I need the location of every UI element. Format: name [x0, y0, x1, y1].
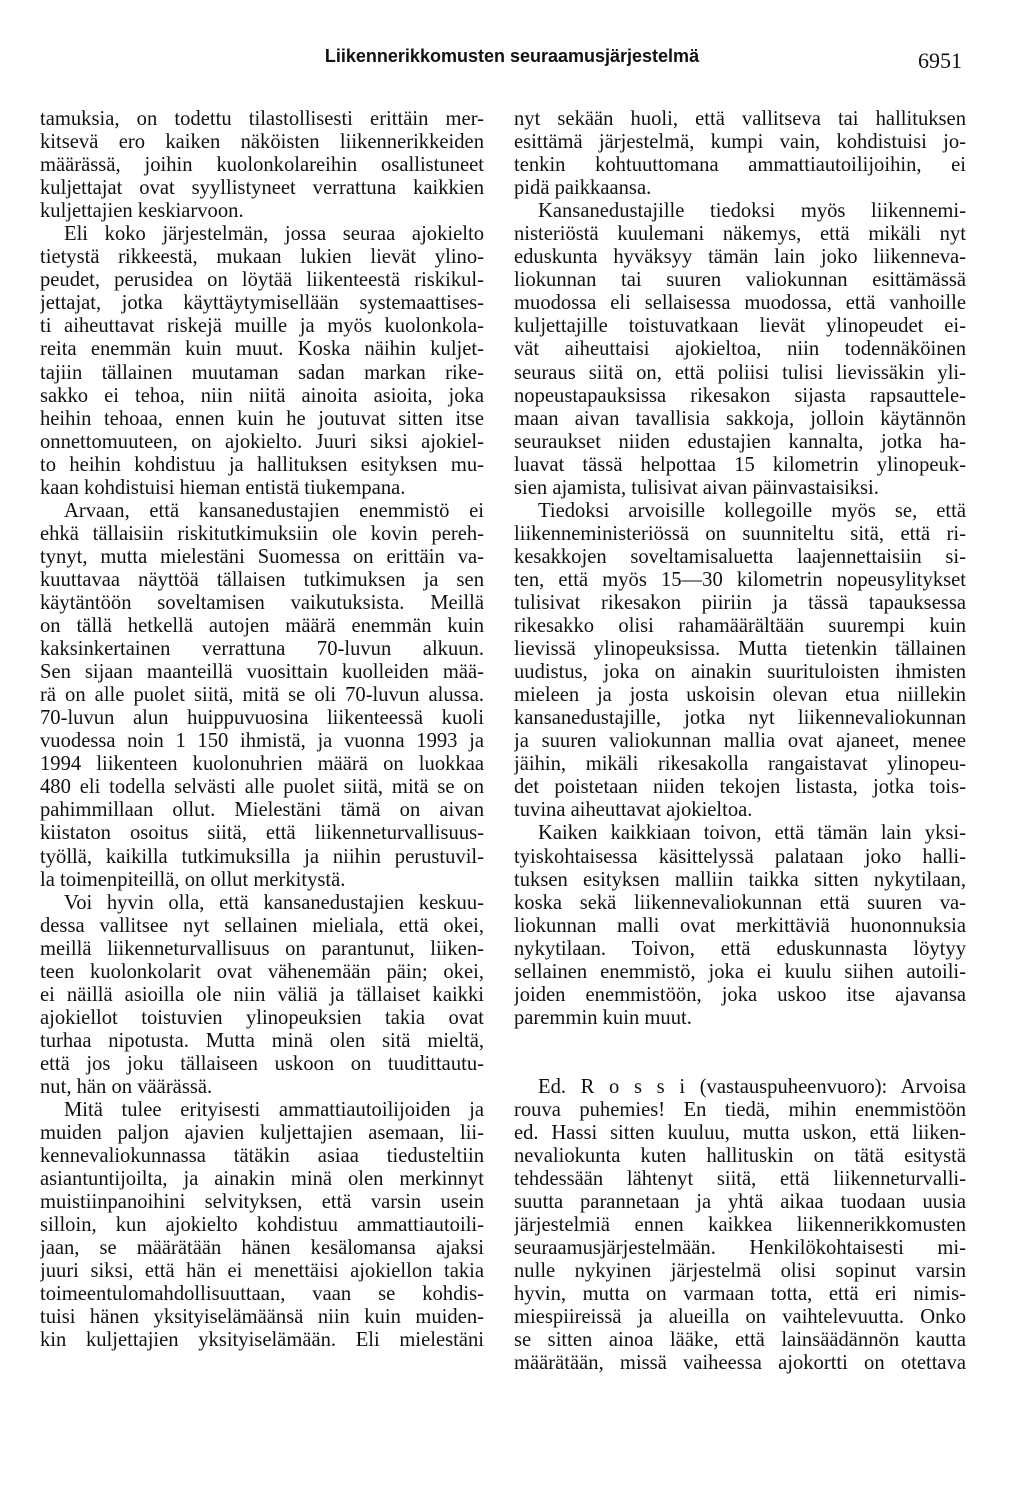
text-line: tajiin tällainen muutaman sadan markan rike- — [40, 361, 484, 384]
text-line: seuraukset niiden edustajien kannalta, jotka ha- — [514, 430, 966, 453]
text-line: ed. Hassi sitten kuuluu, mutta uskon, että liiken- — [514, 1121, 966, 1144]
text-line: asiantuntijoilta, ja ainakin minä olen merkinnyt — [40, 1168, 484, 1191]
text-line: liokunnan tai suuren valiokunnan esittämässä — [514, 269, 966, 292]
text-line: to heihin kohdistuu ja hallituksen esityksen mu- — [40, 453, 484, 476]
text-line: det poistetaan niiden tekojen listasta, jotka tois- — [514, 776, 966, 799]
text-line: tuksen esityksen malliin taikka sitten nykytilaan, — [514, 868, 966, 891]
text-line: kennevaliokunnassa tätäkin asiaa tiedusteltiin — [40, 1145, 484, 1168]
text-line: rouva puhemies! En tiedä, mihin enemmistöön — [514, 1098, 966, 1121]
text-line: Arvaan, että kansanedustajien enemmistö ei — [64, 499, 484, 522]
text-line: rikesakko olisi rahamäärältään suurempi kuin — [514, 615, 966, 638]
text-line: silloin, kun ajokielto kohdistuu ammattiautoili- — [40, 1214, 484, 1237]
text-line: järjestelmiä ennen kaikkea liikennerikkomusten — [514, 1214, 966, 1237]
text-line: liokunnan malli ovat merkittäviä huononnuksia — [514, 914, 966, 937]
text-line: muistiinpanoihini selvityksen, että varsin usein — [40, 1191, 484, 1214]
text-line: maan aivan tavallisia sakkoja, jolloin käytännön — [514, 407, 966, 430]
text-line: tuvina aiheuttavat ajokieltoa. — [514, 799, 753, 822]
text-line: tulisivat rikesakon piiriin ja tässä tapauksessa — [514, 591, 966, 614]
paragraph-gap — [514, 1030, 966, 1076]
text-line: eduskunta hyväksyy tämän lain joko liikenneva- — [514, 246, 966, 269]
text-line: vuodessa noin 1 150 ihmistä, ja vuonna 1993 ja — [40, 730, 484, 753]
text-line: ja suuren valiokunnan mallia ovat ajaneet, menee — [514, 730, 966, 753]
text-line: tietystä rikkeestä, mukaan lukien lievät ylino- — [40, 246, 484, 269]
text-line: Kaiken kaikkiaan toivon, että tämän lain yksi- — [538, 822, 966, 845]
text-line: la toimenpiteillä, on ollut merkitystä. — [40, 868, 346, 891]
text-line: miespiireissä ja alueilla on vaihtelevuutta. Onko — [514, 1306, 966, 1329]
text-line: toimeentulomahdollisuuttaan, vaan se kohdis- — [40, 1283, 484, 1306]
text-line: Kansanedustajille tiedoksi myös liikennemi- — [538, 200, 966, 223]
text-line: ei näillä asioilla ole niin väliä ja tällaiset kaikki — [40, 983, 484, 1006]
text-line: on tällä hetkellä autojen määrä enemmän kuin — [40, 615, 484, 638]
text-line: kuljettajille toistuvatkaan lievät ylinopeudet ei- — [514, 315, 966, 338]
text-line: kaksinkertainen verrattuna 70-luvun alkuun. — [40, 638, 484, 661]
text-line: Sen sijaan maanteillä vuosittain kuolleiden mää- — [40, 661, 484, 684]
page-number: 6951 — [918, 48, 962, 73]
text-line: jaan, se määrätään hänen kesälomansa ajaksi — [40, 1237, 484, 1260]
text-line: Ed. R o s s i (vastauspuheenvuoro): Arvoisa — [538, 1075, 966, 1098]
text-line: nyt sekään huoli, että vallitseva tai hallituksen — [514, 108, 966, 130]
text-line: kuljettajat ovat syyllistyneet verrattuna kaikkien — [40, 177, 484, 200]
text-line: Eli koko järjestelmän, jossa seuraa ajokielto — [64, 223, 484, 246]
text-line: ehkä tällaisiin riskitutkimuksiin ole kovin pereh- — [40, 522, 484, 545]
text-line: onnettomuuteen, on ajokielto. Juuri siksi ajokiel- — [40, 430, 484, 453]
text-line: sien ajamista, tulisivat aivan päinvastaisiksi. — [514, 476, 879, 499]
text-line: nut, hän on väärässä. — [40, 1075, 213, 1098]
text-line: tenkin kohtuuttomana ammattiautoilijoihin, ei — [514, 154, 966, 177]
text-line: jettajat, jotka käyttäytymisellään systemaattises- — [40, 292, 484, 315]
text-line: kaan kohdistuisi hieman entistä tiukempana. — [40, 476, 406, 499]
text-line: tyiskohtaisessa käsittelyssä palataan joko halli- — [514, 845, 966, 868]
text-line: kitsevä ero kaiken näköisten liikennerikkeiden — [40, 131, 484, 154]
text-line: rä on alle puolet siitä, mitä se oli 70-luvun alussa. — [40, 684, 484, 707]
text-line: dessa vallitsee nyt sellainen mieliala, että okei, — [40, 914, 484, 937]
text-line: kesakkojen soveltamisaluetta laajennettaisiin si- — [514, 545, 966, 568]
text-line: sellainen enemmistö, joka ei kuulu siihen autoili- — [514, 960, 966, 983]
page-header-title: Liikennerikkomusten seuraamusjärjestelmä — [324, 46, 700, 66]
text-line: esittämä järjestelmä, kumpi vain, kohdistuisi jo- — [514, 131, 966, 154]
text-line: nopeustapauksissa rikesakon sijasta rapsauttele- — [514, 384, 966, 407]
text-line: työllä, kaikilla tutkimuksilla ja niihin perustuvil- — [40, 845, 484, 868]
text-line: Voi hyvin olla, että kansanedustajien keskuu- — [64, 891, 484, 914]
text-line: kuljettajien keskiarvoon. — [40, 200, 244, 223]
text-line: nisteriöstä kuulemani näkemys, että mikäli nyt — [514, 223, 966, 246]
text-line: mieleen ja josta uskoisin olevan etua niillekin — [514, 684, 966, 707]
text-line: meillä liikenneturvallisuus on parantunut, liiken- — [40, 937, 484, 960]
text-line: joiden enemmistöön, joka uskoo itse ajavansa — [514, 983, 966, 1006]
text-line: ten, että myös 15—30 kilometrin nopeusylitykset — [514, 568, 966, 591]
text-line: jäihin, mikäli rikesakolla rangaistavat ylinopeu- — [514, 753, 966, 776]
text-line: 1994 liikenteen kuolonuhrien määrä on luokkaa — [40, 753, 484, 776]
text-line: tehdessään lähtenyt siitä, että liikenneturvalli- — [514, 1168, 966, 1191]
text-line: pahimmillaan ollut. Mielestäni tämä on aivan — [40, 799, 484, 822]
text-line: kansanedustajille, jotka nyt liikennevaliokunnan — [514, 707, 966, 730]
left-text-column — [40, 108, 484, 1353]
text-line: tamuksia, on todettu tilastollisesti erittäin mer- — [40, 108, 484, 130]
text-line: lievissä ylinopeuksissa. Mutta tietenkin tällainen — [514, 638, 966, 661]
text-line: kuuttavaa näyttöä tällaisen tutkimuksen ja sen — [40, 568, 484, 591]
text-line: Mitä tulee erityisesti ammattiautoilijoiden ja — [64, 1099, 484, 1122]
right-text-column — [514, 108, 966, 1375]
text-line: sakko ei tehoa, niin niitä ainoita asioita, joka — [40, 384, 484, 407]
text-line: hyvin, mutta on varmaan totta, että eri nimis- — [514, 1283, 966, 1306]
text-line: 70-luvun alun huippuvuosina liikenteessä kuoli — [40, 707, 484, 730]
text-line: peudet, perusidea on löytää liikenteestä riskikul- — [40, 269, 484, 292]
text-line: teen kuolonkolarit ovat vähenemään päin; okei, — [40, 960, 484, 983]
text-line: kiistaton osoitus siitä, että liikenneturvallisuus- — [40, 822, 484, 845]
text-line: nykytilaan. Toivon, että eduskunnasta löytyy — [514, 937, 966, 960]
text-line: paremmin kuin muut. — [514, 1006, 692, 1029]
text-line: suutta parannetaan ja yhtä aikaa tuodaan uusia — [514, 1191, 966, 1214]
text-line: heihin tehoaa, ennen kuin he joutuvat sitten itse — [40, 407, 484, 430]
text-line: koska sekä liikennevaliokunnan että suuren va- — [514, 891, 966, 914]
text-line: se sitten ainoa lääke, että lainsäädännön kautta — [514, 1329, 966, 1352]
text-line: seuraamusjärjestelmään. Henkilökohtaisesti mi- — [514, 1237, 966, 1260]
text-line: tynyt, mutta mielestäni Suomessa on erittäin va- — [40, 545, 484, 568]
text-line: juuri siksi, että hän ei menettäisi ajokiellon takia — [40, 1260, 484, 1283]
text-line: käytäntöön soveltamisen vaikutuksista. Meillä — [40, 591, 484, 614]
text-line: uudistus, joka on ainakin suurituloisten ihmisten — [514, 661, 966, 684]
text-line: muodossa eli sellaisessa muodossa, että vanhoille — [514, 292, 966, 315]
text-line: turhaa nipotusta. Mutta minä olen sitä mieltä, — [40, 1029, 484, 1052]
text-line: nulle nykyinen järjestelmä olisi sopinut varsin — [514, 1260, 966, 1283]
text-line: ajokiellot toistuvien ylinopeuksien takia ovat — [40, 1006, 484, 1029]
text-line: määrätään, missä vaiheessa ajokortti on otettava — [514, 1352, 966, 1375]
text-line: nevaliokunta kuten hallituskin on tätä esitystä — [514, 1145, 966, 1168]
text-line: 480 eli todella selvästi alle puolet siitä, mitä se on — [40, 776, 484, 799]
text-line: tuisi hänen yksityiselämäänsä niin kuin muiden- — [40, 1306, 484, 1329]
text-line: ti aiheuttavat riskejä muille ja myös kuolonkola- — [40, 315, 484, 338]
text-line: liikenneministeriössä on suunniteltu sitä, että ri- — [514, 522, 966, 545]
text-line: että jos joku tällaiseen uskoon on tuudittautu- — [40, 1052, 484, 1075]
text-line: kin kuljettajien yksityiselämään. Eli mielestäni — [40, 1329, 484, 1352]
text-line: Tiedoksi arvoisille kollegoille myös se, että — [538, 499, 966, 522]
text-line: pidä paikkaansa. — [514, 177, 652, 200]
text-line: määrässä, joihin kuolonkolareihin osallistuneet — [40, 154, 484, 177]
text-line: reita enemmän kuin muut. Koska näihin kuljet- — [40, 338, 484, 361]
text-line: vät aiheuttaisi ajokieltoa, niin todennäköinen — [514, 338, 966, 361]
text-line: seuraus siitä on, että poliisi tulisi lievissäkin yli- — [514, 361, 966, 384]
text-line: muiden paljon ajavien kuljettajien asemaan, lii- — [40, 1122, 484, 1145]
text-line: luavat tässä helpottaa 15 kilometrin ylinopeuk- — [514, 453, 966, 476]
